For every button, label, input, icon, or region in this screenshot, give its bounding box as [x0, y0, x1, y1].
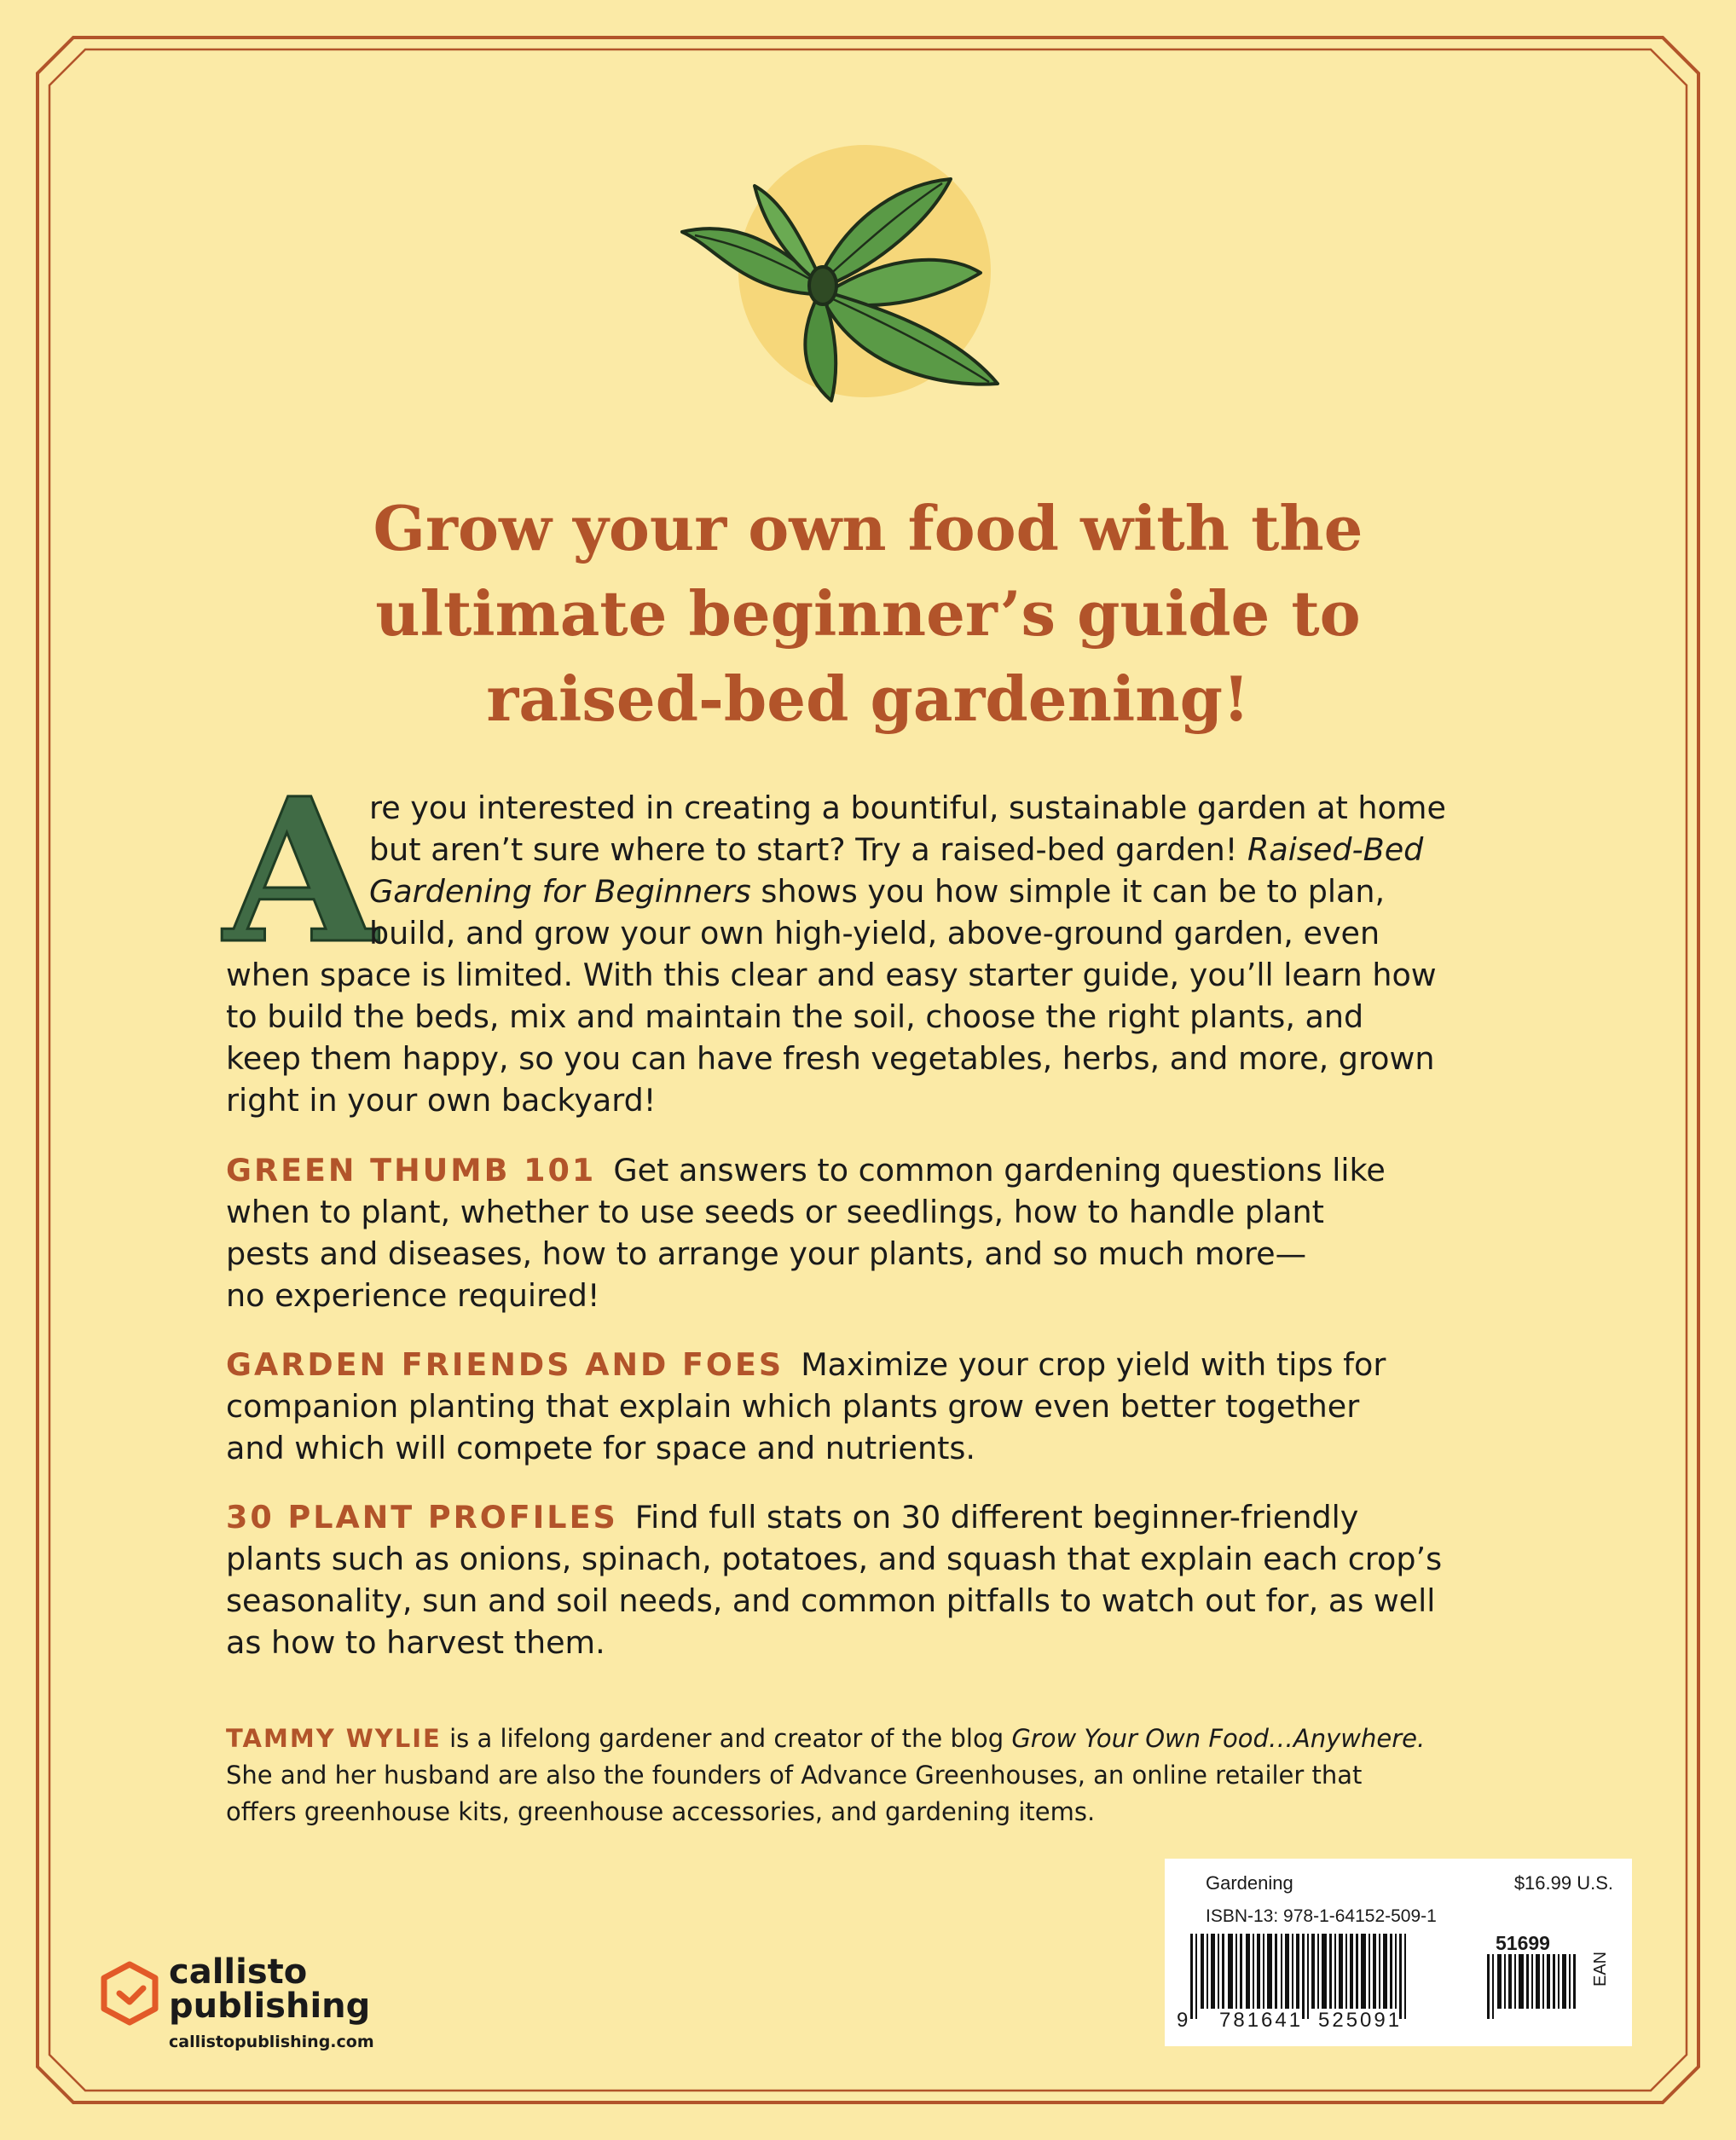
- feature-heading: GREEN THUMB 101: [226, 1152, 597, 1189]
- text-line: but aren’t sure where to start? Try a raised-bed garden! Raised-Bed: [369, 831, 1424, 868]
- isbn-label: ISBN-13: 978-1-64152-509-1: [1206, 1906, 1437, 1926]
- feature-heading: 30 PLANT PROFILES: [226, 1499, 618, 1536]
- text-line: offers greenhouse kits, greenhouse accessories, and gardening items.: [226, 1797, 1096, 1826]
- text-line: build, and grow your own high-yield, above-ground garden, even: [369, 915, 1380, 951]
- text-line: TAMMY WYLIE is a lifelong gardener and creator of the blog Grow Your Own Food…Anywhere.: [226, 1724, 1426, 1753]
- text-line: keep them happy, so you can have fresh vegetables, herbs, and more, grown: [226, 1040, 1435, 1077]
- headline: [229, 486, 1507, 742]
- basil-leaves-icon: [682, 179, 998, 401]
- text-line: GARDEN FRIENDS AND FOES Maximize your crop yield with tips for: [226, 1346, 1386, 1383]
- sun-circle: [738, 145, 991, 397]
- headline-line: Grow your own food with the: [373, 492, 1363, 564]
- ean-label: EAN: [1591, 1951, 1610, 1987]
- headline-line: ultimate beginner’s guide to: [375, 577, 1361, 650]
- text-line: companion planting that explain which plants grow even better together: [226, 1388, 1360, 1425]
- text-line: no experience required!: [226, 1277, 600, 1314]
- feature-plant-profiles: [226, 1496, 1488, 1663]
- barcode-digits-2: 525091: [1318, 2009, 1403, 2032]
- author-bio: [226, 1721, 1505, 1831]
- category-label: Gardening: [1206, 1872, 1293, 1894]
- text-line: re you interested in creating a bountiful, sustainable garden at home: [369, 789, 1446, 826]
- barcode-digit-lead: 9: [1177, 2009, 1189, 2032]
- intro-paragraph: [226, 787, 1488, 1121]
- feature-heading: GARDEN FRIENDS AND FOES: [226, 1346, 784, 1383]
- publisher-url: callistopublishing.com: [169, 2033, 374, 2051]
- feature-friends-foes: [226, 1344, 1488, 1469]
- callisto-logo-icon: [95, 1959, 164, 2027]
- price-code: 51699: [1496, 1932, 1550, 1954]
- barcode-box: [1165, 1859, 1632, 2046]
- text-line: as how to harvest them.: [226, 1624, 605, 1661]
- text-line: and which will compete for space and nutrients.: [226, 1430, 976, 1466]
- barcode-digits-1: 781641: [1219, 2009, 1304, 2032]
- feature-green-thumb: [226, 1149, 1488, 1316]
- text-line: GREEN THUMB 101 Get answers to common gardening questions like: [226, 1152, 1386, 1189]
- text-line: right in your own backyard!: [226, 1082, 657, 1119]
- text-line: seasonality, sun and soil needs, and common pitfalls to watch out for, as well: [226, 1582, 1436, 1619]
- blog-title: Grow Your Own Food…Anywhere.: [1011, 1724, 1426, 1753]
- text-line: Gardening for Beginners shows you how simple it can be to plan,: [369, 873, 1386, 910]
- author-name: TAMMY WYLIE: [226, 1724, 442, 1753]
- text-line: plants such as onions, spinach, potatoes, and squash that explain each crop’s: [226, 1541, 1443, 1577]
- headline-line: raised-bed gardening!: [486, 662, 1250, 735]
- text-line: when to plant, whether to use seeds or seedlings, how to handle plant: [226, 1194, 1324, 1230]
- publisher-logo: [95, 1952, 437, 2055]
- text-line: when space is limited. With this clear and easy starter guide, you’ll learn how: [226, 957, 1437, 993]
- publisher-name-2: publishing: [169, 1987, 371, 2026]
- book-title: Raised-Bed: [1247, 831, 1424, 868]
- publisher-name-1: callisto: [169, 1952, 308, 1992]
- text-line: 30 PLANT PROFILES Find full stats on 30 different beginner-friendly: [226, 1499, 1359, 1536]
- text-line: She and her husband are also the founders of Advance Greenhouses, an online retailer that: [226, 1761, 1363, 1790]
- drop-cap: A: [223, 755, 378, 987]
- book-title: Gardening for Beginners: [369, 873, 751, 910]
- price-label: $16.99 U.S.: [1513, 1872, 1613, 1894]
- text-line: pests and diseases, how to arrange your plants, and so much more—: [226, 1235, 1307, 1272]
- text-line: to build the beds, mix and maintain the soil, choose the right plants, and: [226, 998, 1364, 1035]
